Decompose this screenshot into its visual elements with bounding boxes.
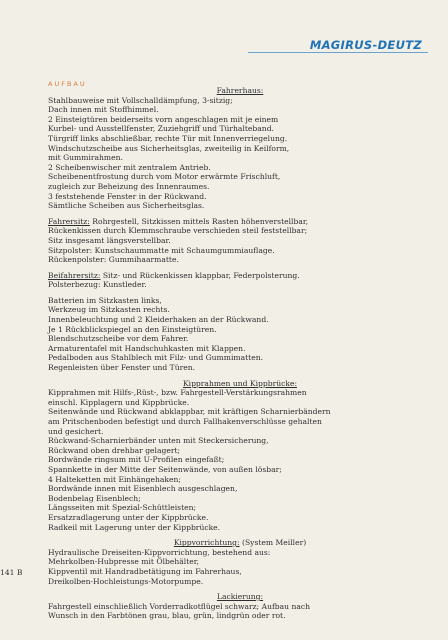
text-line: Spannkette in der Mitte der Seitenwände, von außen lösbar; xyxy=(48,464,282,474)
text-line: Je 1 Rückblickspiegel an den Einsteigtüren. xyxy=(48,324,217,334)
text-line: Werkzeug im Sitzkasten rechts. xyxy=(48,305,170,315)
text-line: Fahrgestell einschließlich Vorderradkotflügel schwarz; Aufbau nach xyxy=(48,601,311,611)
text-line: Wunsch in den Farbtönen grau, blau, grün, lindgrün oder rot. xyxy=(48,611,286,621)
section-title: AUFBAU xyxy=(48,80,87,88)
text-line: Hydraulische Dreiseiten-Kippvorrichtung, bestehend aus: xyxy=(48,547,271,557)
text-line: Rückenkissen durch Klemmschraube verschieden steil feststellbar; xyxy=(48,226,308,236)
text-line: Kurbel- und Ausstellfenster, Zuziehgriff und Türhalteband. xyxy=(48,124,274,134)
text-line: 2 Scheibenwischer mit zentralem Antrieb. xyxy=(48,162,211,172)
text-line: Regenleisten über Fenster und Türen. xyxy=(48,363,196,373)
text-line: Kipprahmen mit Hilfs-,Rüst-, bzw. Fahrgestell-Verstärkungsrahmen xyxy=(48,388,307,398)
section-heading: Kipprahmen und Kippbrücke: xyxy=(182,378,298,388)
text-line: Sämtliche Scheiben aus Sicherheitsglas. xyxy=(48,201,205,211)
text-line: Polsterbezug: Kunstleder. xyxy=(48,280,147,290)
text-line: Bodenbelag Eisenblech; xyxy=(48,493,141,503)
text-line: Scheibenentfrostung durch vom Motor erwärmte Frischluft, xyxy=(48,172,281,182)
text-line xyxy=(48,271,432,281)
text-line: 4 Halteketten mit Einhängehaken; xyxy=(48,474,181,484)
text-line: Kippventil mit Handradbetätigung im Fahrerhaus, xyxy=(48,566,242,576)
text-line: Batterien im Sitzkasten links, xyxy=(48,295,162,305)
text-line: 3 feststehende Fenster in der Rückwand. xyxy=(48,191,207,201)
brand-rule xyxy=(248,52,428,53)
text-line: Blendschutzscheibe vor dem Fahrer. xyxy=(48,334,189,344)
text-line: zugleich zur Beheizung des Innenraumes. xyxy=(48,181,210,191)
text-line: Längsseiten mit Spezial-Schüttleisten; xyxy=(48,503,197,513)
inline-heading: Beifahrersitz: xyxy=(48,270,101,280)
text-line: Bordwände innen mit Eisenblech ausgeschlagen, xyxy=(48,484,238,494)
text-line xyxy=(48,217,432,227)
text-line: Stahlbauweise mit Vollschalldämpfung, 3-sitzig; xyxy=(48,95,233,105)
heading-suffix: (System Meiller) xyxy=(239,538,307,548)
text-line: mit Gummirahmen. xyxy=(48,153,123,163)
text-line: Rückwand-Scharnierbänder unten mit Steckersicherung, xyxy=(48,436,269,446)
text-line: Ersatzradlagerung unter der Kippbrücke. xyxy=(48,512,209,522)
text-line: Sitzpolster: Kunstschaummatte mit Schaumgummiauflage. xyxy=(48,245,275,255)
text-line: Seitenwände und Rückwand abklappbar, mit kräftigen Scharnierbändern xyxy=(48,407,331,417)
text-line: Pedalboden aus Stahlblech mit Filz- und Gummimatten. xyxy=(48,353,264,363)
section-heading: Lackierung: xyxy=(216,592,264,602)
text-line: Innenbeleuchtung und 2 Kleiderhaken an der Rückwand. xyxy=(48,315,269,325)
spec-text xyxy=(48,86,432,621)
page-code: 141 B xyxy=(0,568,23,577)
text-line: Rückwand oben drehbar gelagert; xyxy=(48,445,181,455)
brand-logo: MAGIRUS-DEUTZ xyxy=(309,38,422,52)
section-heading: Fahrerhaus: xyxy=(216,86,264,95)
text-line: Armaturentafel mit Handschuhkasten mit Klappen. xyxy=(48,343,246,353)
text-line: Bordwände ringsum mit U-Profilen eingefaßt; xyxy=(48,455,225,465)
text-line: Dreikolben-Hochleistungs-Motorpumpe. xyxy=(48,576,204,586)
text-line: Radkeil mit Lagerung unter der Kippbrücke. xyxy=(48,522,221,532)
text-line: Rückenpolster: Gummihaarmatte. xyxy=(48,255,179,265)
section-heading xyxy=(48,538,432,548)
text-line: Dach innen mit Stoffhimmel. xyxy=(48,105,159,115)
inline-heading: Fahrersitz: xyxy=(48,216,90,226)
text-line: am Pritschenboden befestigt und durch Fallhakenverschlüsse gehalten xyxy=(48,417,322,426)
text-line: 2 Einsteigtüren beiderseits vorn angeschlagen mit je einem xyxy=(48,114,279,124)
line-text: Sitz- und Rückenkissen klappbar, Federpolsterung. xyxy=(100,270,300,280)
line-text: Rohrgestell, Sitzkissen mittels Rasten höhenverstellbar, xyxy=(89,216,309,226)
text-line: Sitz insgesamt längsverstellbar. xyxy=(48,235,171,245)
text-line: und gesichert. xyxy=(48,426,104,436)
text-line: einschl. Kipplagern und Kippbrücke. xyxy=(48,397,190,407)
text-line: Windschutzscheibe aus Sicherheitsglas, zweiteilig in Keilform, xyxy=(48,143,290,153)
heading-label: Kippvorrichtung: xyxy=(173,538,240,548)
text-line: Mehrkolben-Hubpresse mit Ölbehälter, xyxy=(48,557,199,567)
text-line: Türgriff links abschließbar, rechte Tür mit Innenverriegelung. xyxy=(48,133,288,143)
